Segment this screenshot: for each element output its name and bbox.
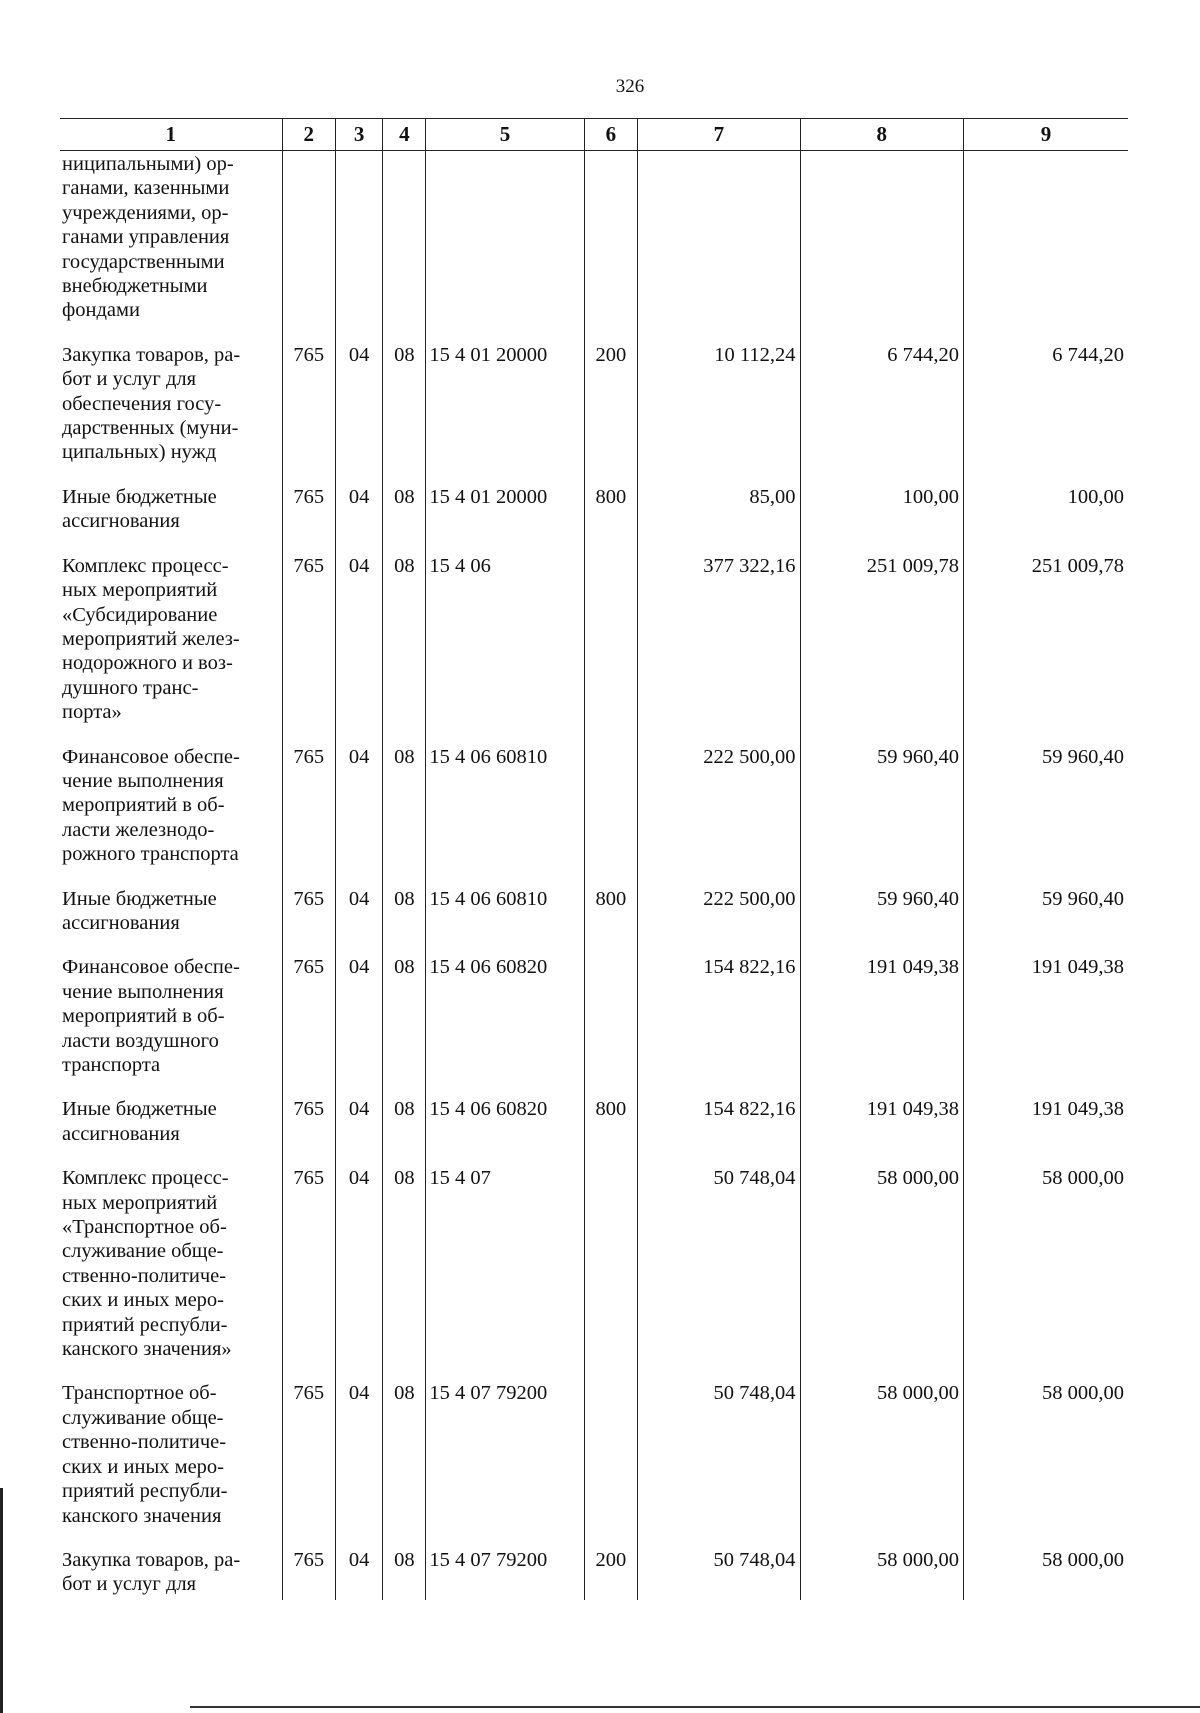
cell-col6: [584, 1381, 637, 1547]
cell-col5: 15 4 07 79200: [426, 1381, 584, 1547]
cell-col4: 08: [383, 1097, 426, 1166]
cell-name: Комплекс процесс- ных мероприятий «Транспортное об- служивание обще- ственно-политиче- ских и иных меро- приятий республи- канского значения»: [62, 1167, 232, 1361]
cell-col5: 15 4 06 60810: [426, 887, 584, 956]
cell-col8: 58 000,00: [800, 1166, 963, 1381]
cell-col3: 04: [335, 745, 382, 887]
cell-col6: 800: [584, 887, 637, 956]
cell-name: Иные бюджетные ассигнования: [62, 887, 217, 934]
table-row: [60, 955, 1128, 1097]
cell-col3: 04: [335, 1097, 382, 1166]
column-header-5: 5: [426, 119, 584, 151]
table-row: [60, 554, 1128, 745]
table-row: [60, 343, 1128, 485]
cell-col8: 58 000,00: [800, 1381, 963, 1547]
cell-col9: 59 960,40: [963, 887, 1128, 956]
cell-name: ниципальными) ор- ганами, казенными учреждениями, ор- ганами управления государственными внебюджетными фондами: [62, 153, 234, 322]
cell-col9: 191 049,38: [963, 1097, 1128, 1166]
cell-col7: 50 748,04: [638, 1166, 800, 1381]
column-header-8: 8: [800, 119, 963, 151]
cell-col2: 765: [282, 1097, 335, 1166]
cell-col2: 765: [282, 745, 335, 887]
table-row: [60, 1381, 1128, 1547]
cell-name: Комплекс процесс- ных мероприятий «Субсидирование мероприятий желез- нодорожного и воз- душного транс- порта»: [62, 554, 240, 724]
cell-col6: [584, 955, 637, 1097]
cell-col6: 800: [584, 485, 637, 554]
cell-name: Закупка товаров, ра- бот и услуг для: [62, 1548, 241, 1596]
cell-col8: 191 049,38: [800, 1097, 963, 1166]
cell-col7: [638, 151, 800, 343]
cell-col3: [335, 151, 382, 343]
cell-col8: [800, 151, 963, 343]
cell-col4: 08: [383, 343, 426, 485]
cell-col3: 04: [335, 1548, 382, 1600]
cell-col8: 58 000,00: [800, 1548, 963, 1600]
cell-col3: 04: [335, 887, 382, 956]
cell-col8: 6 744,20: [800, 343, 963, 485]
cell-col3: 04: [335, 343, 382, 485]
cell-col4: 08: [383, 1166, 426, 1381]
cell-col9: 100,00: [963, 485, 1128, 554]
cell-col6: [584, 1166, 637, 1381]
table-body: [60, 151, 1128, 1600]
column-header-6: 6: [584, 119, 637, 151]
cell-col3: 04: [335, 554, 382, 745]
cell-col9: 59 960,40: [963, 745, 1128, 887]
cell-col4: 08: [383, 554, 426, 745]
column-header-7: 7: [638, 119, 800, 151]
column-header-9: 9: [963, 119, 1128, 151]
cell-col8: 191 049,38: [800, 955, 963, 1097]
cell-col5: 15 4 07 79200: [426, 1548, 584, 1600]
cell-name: Иные бюджетные ассигнования: [62, 485, 217, 533]
page-number: 326: [615, 76, 645, 97]
column-header-2: 2: [282, 119, 335, 151]
cell-col8: 59 960,40: [800, 745, 963, 887]
cell-name: Транспортное об- служивание обще- ственно-политиче- ских и иных меро- приятий республи- канского значения: [62, 1382, 228, 1527]
cell-col7: 222 500,00: [638, 887, 800, 956]
cell-col8: 251 009,78: [800, 554, 963, 745]
cell-col2: 765: [282, 887, 335, 956]
cell-col5: 15 4 01 20000: [426, 485, 584, 554]
budget-table: [60, 118, 1128, 1600]
cell-col7: 377 322,16: [638, 554, 800, 745]
cell-col4: [383, 151, 426, 343]
cell-col9: [963, 151, 1128, 343]
table-row: [60, 1548, 1128, 1600]
cell-name: Закупка товаров, ра- бот и услуг для обеспечения госу- дарственных (муни- ципальных) нужд: [62, 343, 241, 464]
cell-col5: 15 4 06: [426, 554, 584, 745]
cell-col9: 191 049,38: [963, 955, 1128, 1097]
table-row: [60, 1097, 1128, 1166]
column-header-4: 4: [383, 119, 426, 151]
cell-col7: 50 748,04: [638, 1548, 800, 1600]
cell-col7: 50 748,04: [638, 1381, 800, 1547]
table-row: [60, 1166, 1128, 1381]
table-header-row: [60, 119, 1128, 151]
cell-col5: 15 4 07: [426, 1166, 584, 1381]
cell-col4: 08: [383, 1548, 426, 1600]
cell-col6: [584, 554, 637, 745]
cell-col2: 765: [282, 485, 335, 554]
cell-col5: 15 4 06 60810: [426, 745, 584, 887]
cell-col7: 10 112,24: [638, 343, 800, 485]
cell-col4: 08: [383, 955, 426, 1097]
cell-col6: [584, 151, 637, 343]
cell-col7: 85,00: [638, 485, 800, 554]
cell-name: Финансовое обеспе- чение выполнения мероприятий в об- ласти воздушного транспорта: [62, 956, 240, 1076]
cell-col3: 04: [335, 955, 382, 1097]
cell-col9: 251 009,78: [963, 554, 1128, 745]
cell-col3: 04: [335, 485, 382, 554]
cell-col2: [282, 151, 335, 343]
cell-col3: 04: [335, 1166, 382, 1381]
cell-col7: 154 822,16: [638, 1097, 800, 1166]
cell-col9: 58 000,00: [963, 1548, 1128, 1600]
cell-col2: 765: [282, 955, 335, 1097]
cell-col4: 08: [383, 485, 426, 554]
bottom-rule: [190, 1706, 1200, 1708]
cell-col9: 6 744,20: [963, 343, 1128, 485]
budget-table-container: [60, 118, 1128, 1600]
cell-col8: 100,00: [800, 485, 963, 554]
cell-col6: 200: [584, 343, 637, 485]
cell-col2: 765: [282, 1166, 335, 1381]
cell-name: Иные бюджетные ассигнования: [62, 1098, 217, 1145]
cell-col6: 800: [584, 1097, 637, 1166]
cell-col6: [584, 745, 637, 887]
cell-col7: 222 500,00: [638, 745, 800, 887]
cell-name: Финансовое обеспе- чение выполнения мероприятий в об- ласти железнодо- рожного транспорта: [62, 745, 240, 866]
cell-col9: 58 000,00: [963, 1381, 1128, 1547]
table-row: [60, 887, 1128, 956]
cell-col5: 15 4 06 60820: [426, 955, 584, 1097]
cell-col2: 765: [282, 554, 335, 745]
cell-col3: 04: [335, 1381, 382, 1547]
cell-col2: 765: [282, 1548, 335, 1600]
cell-col5: 15 4 01 20000: [426, 343, 584, 485]
cell-col9: 58 000,00: [963, 1166, 1128, 1381]
column-header-1: 1: [60, 119, 282, 151]
cell-col4: 08: [383, 1381, 426, 1547]
cell-col2: 765: [282, 343, 335, 485]
cell-col5: [426, 151, 584, 343]
cell-col6: 200: [584, 1548, 637, 1600]
cell-col2: 765: [282, 1381, 335, 1547]
cell-col4: 08: [383, 745, 426, 887]
column-header-3: 3: [335, 119, 382, 151]
cell-col4: 08: [383, 887, 426, 956]
cell-col5: 15 4 06 60820: [426, 1097, 584, 1166]
table-row: [60, 151, 1128, 343]
table-row: [60, 745, 1128, 887]
table-row: [60, 485, 1128, 554]
cell-col7: 154 822,16: [638, 955, 800, 1097]
scan-edge-mark: [0, 1488, 3, 1713]
cell-col8: 59 960,40: [800, 887, 963, 956]
